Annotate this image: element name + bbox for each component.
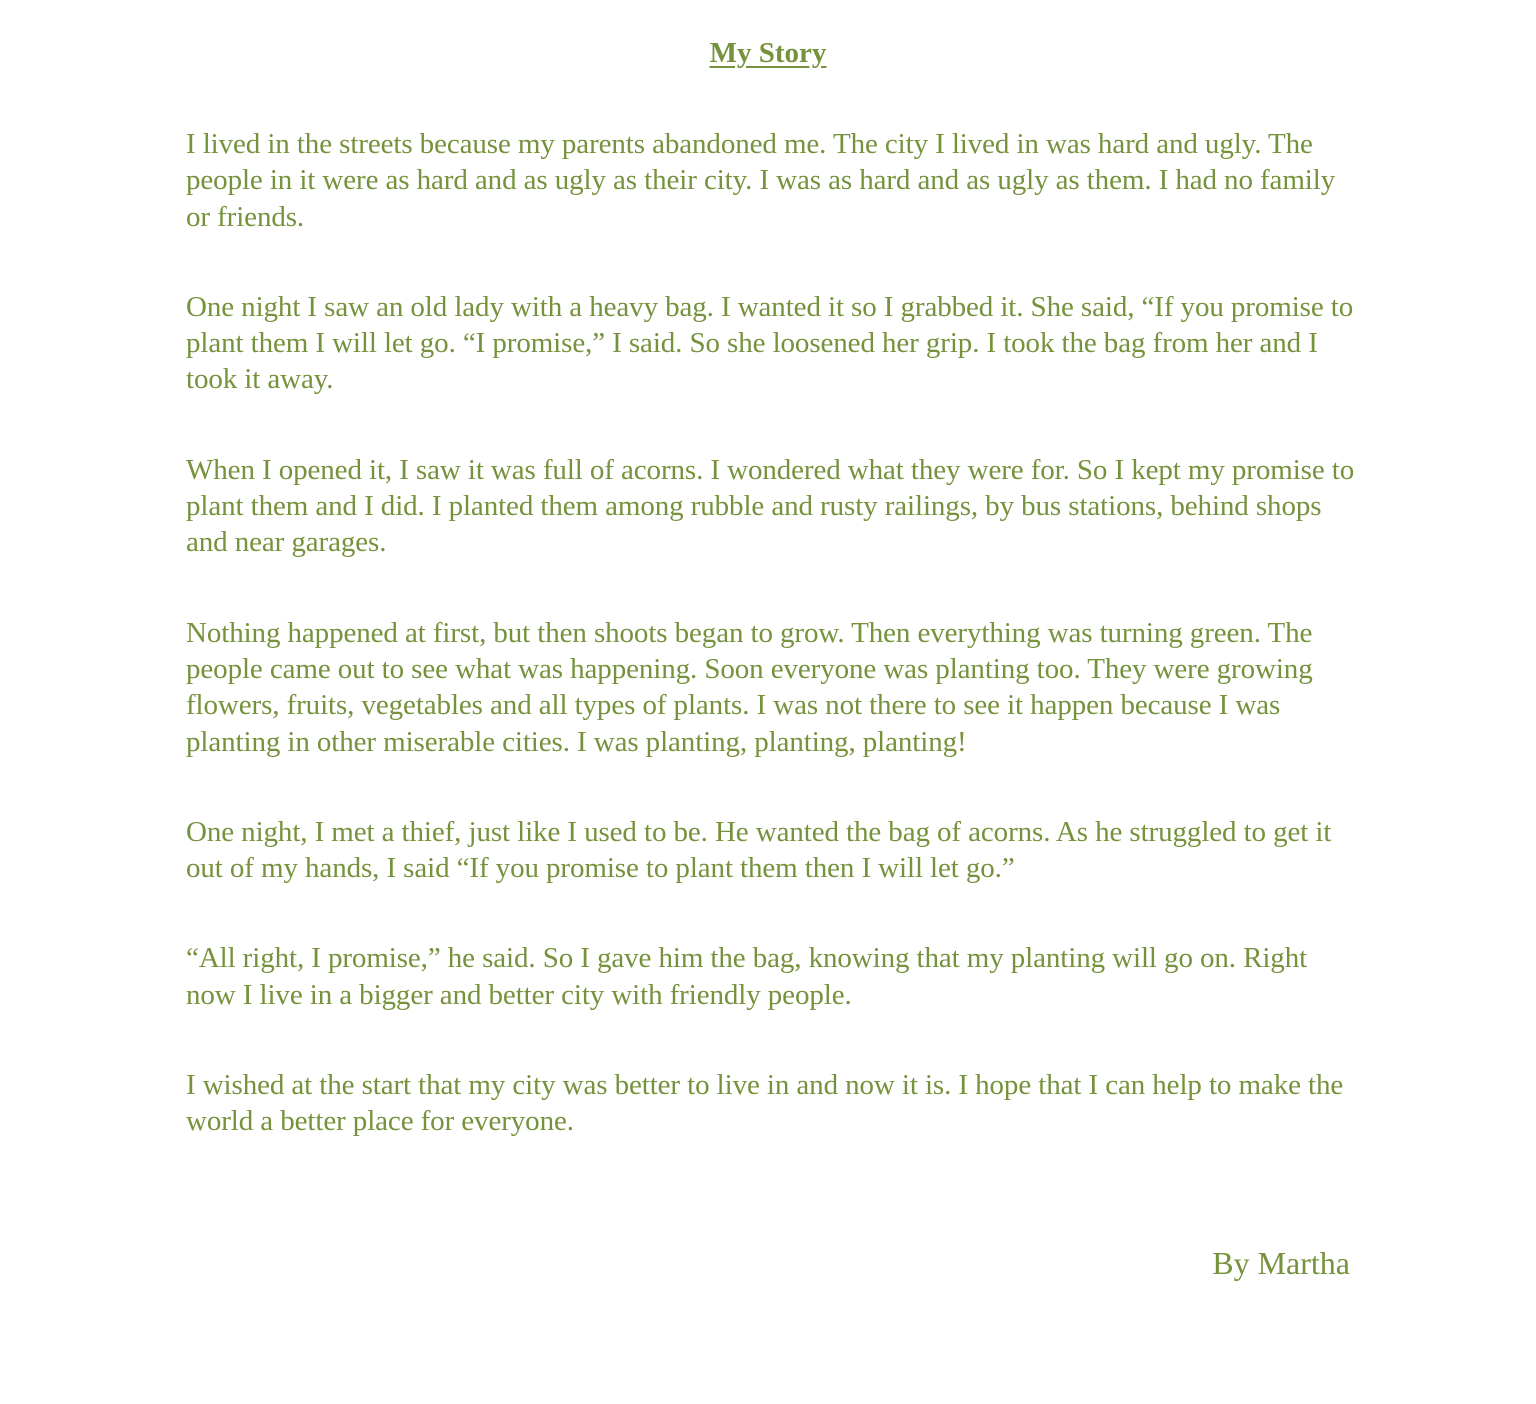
story-title: My Story	[709, 37, 827, 69]
story-paragraph-3: When I opened it, I saw it was full of acorns. I wondered what they were for. So I kept my promise to plant them and I did. I planted them among rubble and rusty railings, by bus stations, behind shops and near garages.	[186, 453, 1355, 559]
story-paragraph-2: One night I saw an old lady with a heavy bag. I wanted it so I grabbed it. She said, “If you promise to plant them I will let go. “I promise,” I said. So she loosened her grip. I took the bag from her and I took it away.	[186, 290, 1354, 396]
story-body	[186, 126, 1356, 1194]
story-paragraph-1: I lived in the streets because my parents abandoned me. The city I lived in was hard and ugly. The people in it were as hard and as ugly as their city. I was as hard and as ugly as them. I had no family or friends.	[186, 128, 1336, 233]
story-paragraph-4: Nothing happened at first, but then shoots began to grow. Then everything was turning green. The people came out to see what was happening. Soon everyone was planting too. They were growing flowers, fruits, vegetables and all types of plants. I was not there to see it happen because I was planting in other miserable cities. I was planting, planting, planting!	[186, 616, 1313, 758]
story-paragraph-5: One night, I met a thief, just like I used to be. He wanted the bag of acorns. As he struggled to get it out of my hands, I said “If you promise to plant them then I will let go.”	[186, 815, 1332, 885]
story-paragraph-6: “All right, I promise,” he said. So I gave him the bag, knowing that my planting will go on. Right now I live in a bigger and better city with friendly people.	[186, 942, 1308, 1011]
author-signature: By Martha	[1212, 1245, 1350, 1281]
story-paragraph-7: I wished at the start that my city was better to live in and now it is. I hope that I can help to make the world a better place for everyone.	[186, 1069, 1344, 1138]
